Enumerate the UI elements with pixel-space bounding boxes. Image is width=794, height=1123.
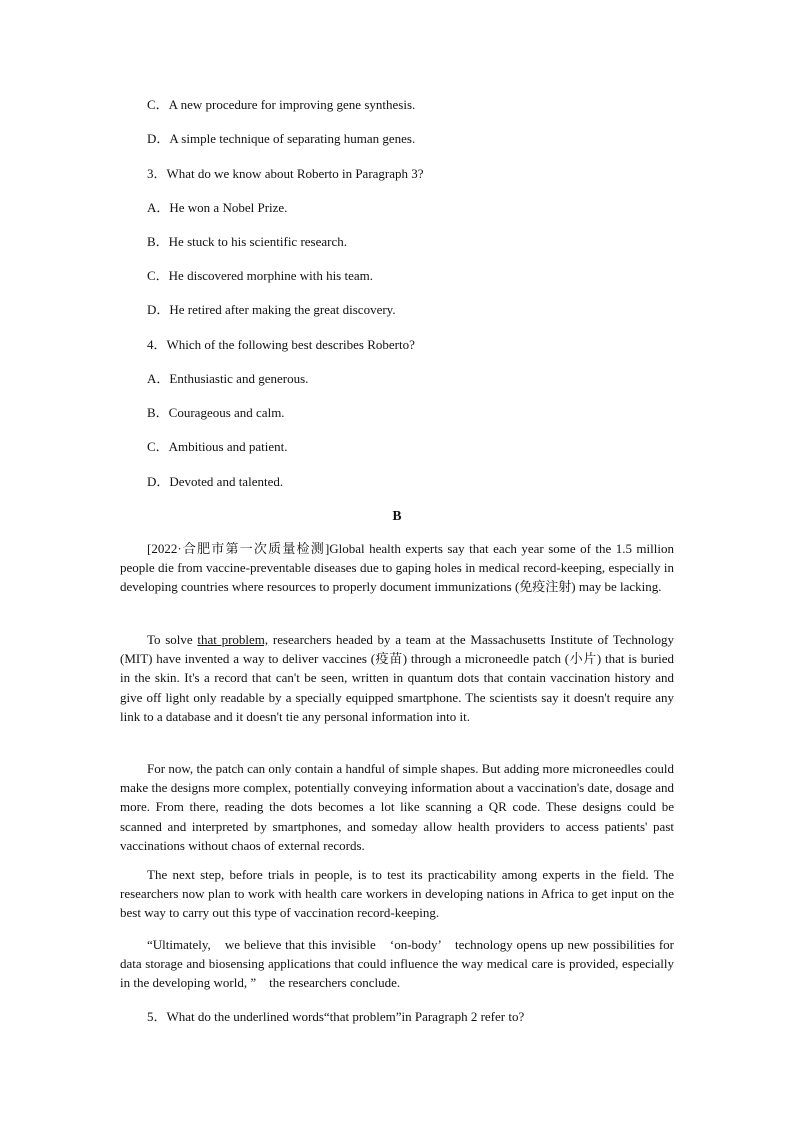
- q2-option-d: D．A simple technique of separating human genes.: [147, 131, 416, 146]
- q3-option-d: D．He retired after making the great discovery.: [147, 302, 396, 317]
- q3-question: 3．What do we know about Roberto in Paragraph 3?: [147, 166, 424, 181]
- q4-option-c: C．Ambitious and patient.: [147, 439, 288, 454]
- q4-question: 4．Which of the following best describes Roberto?: [147, 337, 415, 352]
- q4-option-d: D．Devoted and talented.: [147, 474, 284, 489]
- paragraph-2-rest: researchers headed by a team at the Massachusetts Institute of Technology (MIT) have invented a way to deliver vaccines (疫苗) through a microneedle patch (小片) that is buried in the skin. It's a record that can't be seen, written in quantum dots that contain vaccination history and give off light only readable by a specially equipped smartphone. The scientists say it doesn't require any link to a database and it doesn't tie any personal information into it.: [120, 632, 674, 724]
- q2-option-c: C．A new procedure for improving gene synthesis.: [147, 97, 416, 112]
- paragraph-2: [120, 630, 674, 726]
- q4-option-b: B．Courageous and calm.: [147, 405, 285, 420]
- paragraph-1-text: [2022·合肥市第一次质量检测]Global health experts say that each year some of the 1.5 million people die from vaccine-preventable diseases due to gaping holes in medical record-keeping, especially in developing countries where resources to properly document immunizations (免疫注射) may be lacking.: [120, 541, 674, 595]
- paragraph-5-text: “Ultimately, we believe that this invisible ‘on-body’ technology opens up new possibilities for data storage and biosensing applications that could influence the way medical care is provided, especially in the developing world, ” the researchers conclude.: [120, 937, 674, 991]
- paragraph-3-text: For now, the patch can only contain a handful of simple shapes. But adding more microneedles could make the designs more complex, potentially conveying information about a vaccination's date, dosage and more. From there, reading the dots becomes a lot like scanning a QR code. These designs could be scanned and interpreted by smartphones, and someday allow health providers to access patients' past vaccinations without chaos of external records.: [120, 761, 674, 853]
- underlined-phrase: that problem,: [197, 632, 269, 647]
- paragraph-4: [120, 865, 674, 923]
- paragraph-1: [120, 539, 674, 597]
- q3-option-c: C．He discovered morphine with his team.: [147, 268, 374, 283]
- q4-option-a: A．Enthusiastic and generous.: [147, 371, 309, 386]
- q3-option-b: B．He stuck to his scientific research.: [147, 234, 347, 249]
- paragraph-4-text: The next step, before trials in people, is to test its practicability among experts in the field. The researchers now plan to work with health care workers in developing nations in Africa to get input on the best way to carry out this type of vaccination record-keeping.: [120, 867, 674, 921]
- section-title: B: [392, 508, 402, 523]
- paragraph-5: [120, 935, 674, 993]
- paragraph-2-start: To solve: [147, 632, 198, 647]
- q3-option-a: A．He won a Nobel Prize.: [147, 200, 288, 215]
- q5-question: 5．What do the underlined words“that problem”in Paragraph 2 refer to?: [147, 1009, 525, 1024]
- paragraph-3: [120, 759, 674, 855]
